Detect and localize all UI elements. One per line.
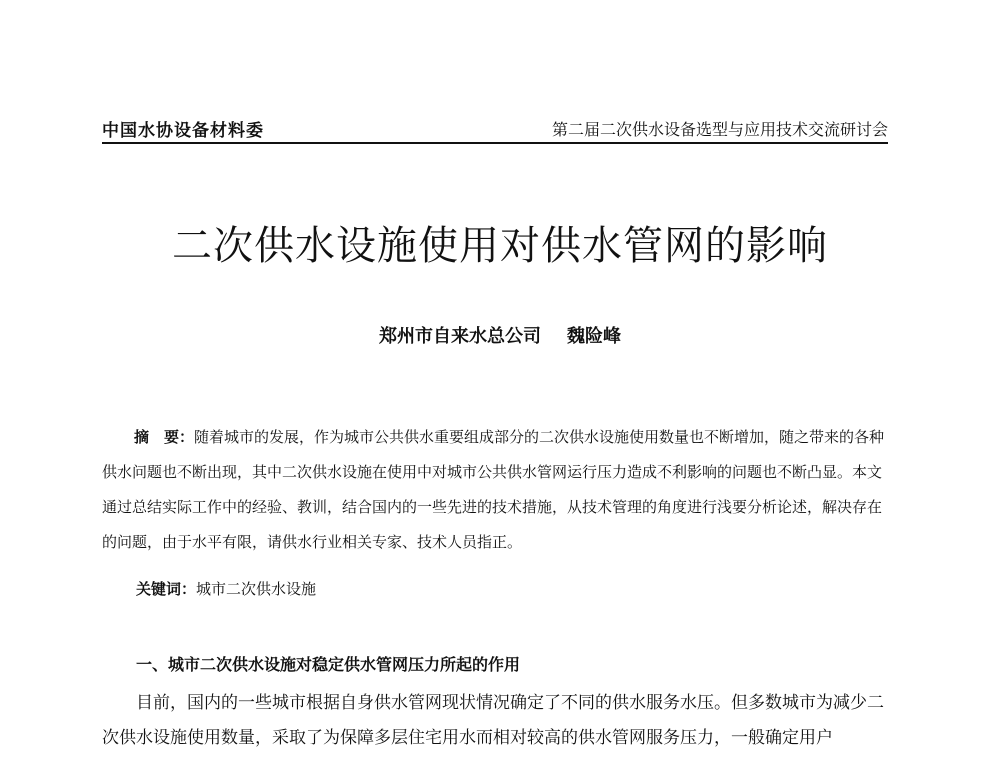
paper-title: 二次供水设施使用对供水管网的影响 [172, 223, 828, 269]
running-header [102, 116, 888, 142]
keywords-text: 城市二次供水设施 [196, 580, 317, 598]
author-line [0, 322, 1000, 348]
header-conference: 第二届二次供水设备选型与应用技术交流研讨会 [551, 120, 888, 139]
section-heading: 一、城市二次供水设施对稳定供水管网压力所起的作用 [136, 655, 521, 674]
header-organization: 中国水协设备材料委 [102, 121, 264, 141]
keywords [136, 578, 876, 599]
keywords-label: 关键词： [136, 580, 197, 598]
abstract [102, 420, 888, 560]
header-divider [102, 142, 888, 144]
abstract-text: 随着城市的发展，作为城市公共供水重要组成部分的二次供水设施使用数量也不断增加，随之带来的各种供水问题也不断出现，其中二次供水设施在使用中对城市公共供水管网运行压力造成不利影响的问题也不断凸显。本文通过总结实际工作中的经验、教训，结合国内的一些先进的技术措施，从技术管理的角度进行浅要分析论述，解决存在的问题，由于水平有限，请供水行业相关专家、技术人员指正。 [102, 428, 885, 551]
section-body-text: 目前，国内的一些城市根据自身供水管网现状情况确定了不同的供水服务水压。但多数城市为减少二次供水设施使用数量，采取了为保障多层住宅用水而相对较高的供水管网服务压力，一般确定用户 [102, 693, 884, 748]
author-name: 魏险峰 [567, 326, 621, 347]
author-affiliation: 郑州市自来水总公司 [379, 326, 541, 347]
abstract-label: 摘 要： [134, 428, 195, 446]
